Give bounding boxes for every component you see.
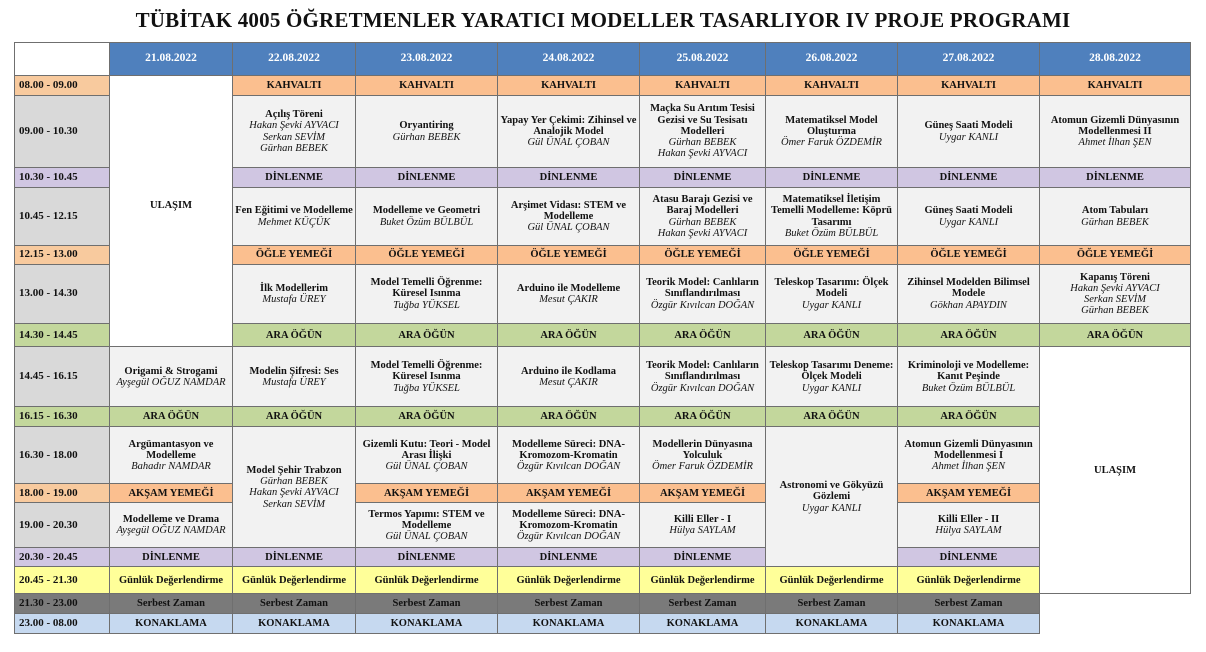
page-title: TÜBİTAK 4005 ÖĞRETMENLER YARATICI MODELLER TASARLIYOR IV PROJE PROGRAMI bbox=[135, 8, 1071, 32]
free-time-cell: Serbest Zaman bbox=[640, 594, 766, 614]
corner-cell bbox=[15, 43, 110, 76]
lodging-cell: KONAKLAMA bbox=[640, 614, 766, 634]
snack-cell: ARA ÖĞÜN bbox=[1040, 324, 1191, 347]
session-cell: Modelleme ve Geometri Buket Özüm BÜLBÜL bbox=[356, 188, 498, 246]
lodging-cell: KONAKLAMA bbox=[356, 614, 498, 634]
session-cell: Teorik Model: Canlıların Sınıflandırılması Özgür Kıvılcan DOĞAN bbox=[640, 265, 766, 324]
rest-cell: DİNLENME bbox=[356, 168, 498, 188]
breakfast-cell: KAHVALTI bbox=[233, 76, 356, 96]
session-cell: Gizemli Kutu: Teori - Model Arası İlişki Gül ÜNAL ÇOBAN bbox=[356, 427, 498, 484]
date-header: 21.08.2022 bbox=[110, 43, 233, 76]
daily-eval-cell: Günlük Değerlendirme bbox=[110, 567, 233, 594]
rest-cell: DİNLENME bbox=[640, 548, 766, 567]
rest-cell: DİNLENME bbox=[233, 548, 356, 567]
rest-cell: DİNLENME bbox=[766, 168, 898, 188]
snack-cell: ARA ÖĞÜN bbox=[766, 324, 898, 347]
snack-cell: ARA ÖĞÜN bbox=[898, 324, 1040, 347]
snack-cell: ARA ÖĞÜN bbox=[110, 407, 233, 427]
session-cell: Atomun Gizemli Dünyasının Modellenmesi II Ahmet İlhan ŞEN bbox=[1040, 96, 1191, 168]
snack-cell: ARA ÖĞÜN bbox=[498, 324, 640, 347]
session-cell: Zihinsel Modelden Bilimsel Modele Gökhan APAYDIN bbox=[898, 265, 1040, 324]
snack-cell: ARA ÖĞÜN bbox=[640, 407, 766, 427]
free-time-cell: Serbest Zaman bbox=[498, 594, 640, 614]
date-header: 28.08.2022 bbox=[1040, 43, 1191, 76]
rest-cell: DİNLENME bbox=[233, 168, 356, 188]
rest-cell: DİNLENME bbox=[356, 548, 498, 567]
transport-end-label: ULAŞIM bbox=[1093, 464, 1136, 476]
time-slot: 10.30 - 10.45 bbox=[15, 168, 110, 188]
daily-eval-cell: Günlük Değerlendirme bbox=[766, 567, 898, 594]
lunch-cell: ÖĞLE YEMEĞİ bbox=[640, 246, 766, 265]
session-cell: Termos Yapımı: STEM ve Modelleme Gül ÜNAL ÇOBAN bbox=[356, 503, 498, 548]
session-cell: Modelleme Süreci: DNA-Kromozom-Kromatin Özgür Kıvılcan DOĞAN bbox=[498, 427, 640, 484]
breakfast-cell: KAHVALTI bbox=[1040, 76, 1191, 96]
time-slot: 13.00 - 14.30 bbox=[15, 265, 110, 324]
session-cell: Kriminoloji ve Modelleme: Kanıt Peşinde Buket Özüm BÜLBÜL bbox=[898, 347, 1040, 407]
lodging-cell: KONAKLAMA bbox=[766, 614, 898, 634]
free-time-cell: Serbest Zaman bbox=[766, 594, 898, 614]
session-cell: Modelleme ve Drama Ayşegül OĞUZ NAMDAR bbox=[110, 503, 233, 548]
time-slot: 12.15 - 13.00 bbox=[15, 246, 110, 265]
time-slot: 10.45 - 12.15 bbox=[15, 188, 110, 246]
session-cell: Model Şehir Trabzon Gürhan BEBEK Hakan Şevki AYVACI Serkan SEVİM bbox=[233, 427, 356, 548]
session-cell: Modelin Şifresi: Ses Mustafa ÜREY bbox=[233, 347, 356, 407]
snack-cell: ARA ÖĞÜN bbox=[233, 324, 356, 347]
daily-eval-cell: Günlük Değerlendirme bbox=[498, 567, 640, 594]
rest-cell: DİNLENME bbox=[1040, 168, 1191, 188]
lunch-cell: ÖĞLE YEMEĞİ bbox=[1040, 246, 1191, 265]
session-cell: Teleskop Tasarımı: Ölçek Modeli Uygar KANLI bbox=[766, 265, 898, 324]
free-time-cell: Serbest Zaman bbox=[898, 594, 1040, 614]
daily-eval-cell: Günlük Değerlendirme bbox=[640, 567, 766, 594]
snack-cell: ARA ÖĞÜN bbox=[233, 407, 356, 427]
session-cell: Kapanış Töreni Hakan Şevki AYVACI Serkan SEVİM Gürhan BEBEK bbox=[1040, 265, 1191, 324]
breakfast-cell: KAHVALTI bbox=[766, 76, 898, 96]
session-cell: Güneş Saati Modeli Uygar KANLI bbox=[898, 96, 1040, 168]
time-slot: 09.00 - 10.30 bbox=[15, 96, 110, 168]
snack-cell: ARA ÖĞÜN bbox=[356, 324, 498, 347]
transport-label: ULAŞIM bbox=[149, 199, 192, 211]
time-slot: 21.30 - 23.00 bbox=[15, 594, 110, 614]
breakfast-cell: KAHVALTI bbox=[640, 76, 766, 96]
lodging-cell: KONAKLAMA bbox=[898, 614, 1040, 634]
transport-cell bbox=[110, 76, 233, 347]
breakfast-cell: KAHVALTI bbox=[498, 76, 640, 96]
session-cell: İlk Modellerim Mustafa ÜREY bbox=[233, 265, 356, 324]
session-cell: Arduino ile Kodlama Mesut ÇAKIR bbox=[498, 347, 640, 407]
snack-cell: ARA ÖĞÜN bbox=[498, 407, 640, 427]
lunch-cell: ÖĞLE YEMEĞİ bbox=[356, 246, 498, 265]
breakfast-cell: KAHVALTI bbox=[356, 76, 498, 96]
rest-cell: DİNLENME bbox=[498, 168, 640, 188]
session-cell: Modellerin Dünyasına Yolculuk Ömer Faruk ÖZDEMİR bbox=[640, 427, 766, 484]
session-cell: Yapay Yer Çekimi: Zihinsel ve Analojik Model Gül ÜNAL ÇOBAN bbox=[498, 96, 640, 168]
session-cell: Matematiksel Model Oluşturma Ömer Faruk ÖZDEMİR bbox=[766, 96, 898, 168]
date-header: 24.08.2022 bbox=[498, 43, 640, 76]
lunch-cell: ÖĞLE YEMEĞİ bbox=[498, 246, 640, 265]
dinner-cell: AKŞAM YEMEĞİ bbox=[640, 484, 766, 503]
session-cell: Model Temelli Öğrenme: Küresel Isınma Tuğba YÜKSEL bbox=[356, 347, 498, 407]
session-cell: Atomun Gizemli Dünyasının Modellenmesi I Ahmet İlhan ŞEN bbox=[898, 427, 1040, 484]
snack-cell: ARA ÖĞÜN bbox=[356, 407, 498, 427]
time-slot: 18.00 - 19.00 bbox=[15, 484, 110, 503]
lodging-cell: KONAKLAMA bbox=[498, 614, 640, 634]
free-time-cell: Serbest Zaman bbox=[356, 594, 498, 614]
time-slot: 16.15 - 16.30 bbox=[15, 407, 110, 427]
time-slot: 19.00 - 20.30 bbox=[15, 503, 110, 548]
time-slot: 14.45 - 16.15 bbox=[15, 347, 110, 407]
session-cell: Fen Eğitimi ve Modelleme Mehmet KÜÇÜK bbox=[233, 188, 356, 246]
rest-cell: DİNLENME bbox=[898, 548, 1040, 567]
session-cell: Arşimet Vidası: STEM ve Modelleme Gül ÜNAL ÇOBAN bbox=[498, 188, 640, 246]
session-cell: Killi Eller - II Hülya SAYLAM bbox=[898, 503, 1040, 548]
daily-eval-cell: Günlük Değerlendirme bbox=[356, 567, 498, 594]
dinner-cell: AKŞAM YEMEĞİ bbox=[110, 484, 233, 503]
daily-eval-cell: Günlük Değerlendirme bbox=[898, 567, 1040, 594]
session-cell: Modelleme Süreci: DNA-Kromozom-Kromatin Özgür Kıvılcan DOĞAN bbox=[498, 503, 640, 548]
time-slot: 20.45 - 21.30 bbox=[15, 567, 110, 594]
session-cell: Oryantiring Gürhan BEBEK bbox=[356, 96, 498, 168]
date-header: 27.08.2022 bbox=[898, 43, 1040, 76]
date-header: 26.08.2022 bbox=[766, 43, 898, 76]
session-cell: Arduino ile Modelleme Mesut ÇAKIR bbox=[498, 265, 640, 324]
lunch-cell: ÖĞLE YEMEĞİ bbox=[898, 246, 1040, 265]
date-header: 23.08.2022 bbox=[356, 43, 498, 76]
time-slot: 23.00 - 08.00 bbox=[15, 614, 110, 634]
time-slot: 20.30 - 20.45 bbox=[15, 548, 110, 567]
free-time-cell: Serbest Zaman bbox=[110, 594, 233, 614]
dinner-cell: AKŞAM YEMEĞİ bbox=[498, 484, 640, 503]
session-cell: Atom Tabuları Gürhan BEBEK bbox=[1040, 188, 1191, 246]
rest-cell: DİNLENME bbox=[110, 548, 233, 567]
rest-cell: DİNLENME bbox=[640, 168, 766, 188]
snack-cell: ARA ÖĞÜN bbox=[898, 407, 1040, 427]
snack-cell: ARA ÖĞÜN bbox=[766, 407, 898, 427]
lodging-cell: KONAKLAMA bbox=[233, 614, 356, 634]
date-header: 22.08.2022 bbox=[233, 43, 356, 76]
session-cell: Matematiksel İletişim Temelli Modelleme: Köprü Tasarımı Buket Özüm BÜLBÜL bbox=[766, 188, 898, 246]
session-cell: Astronomi ve Gökyüzü Gözlemi Uygar KANLI bbox=[766, 427, 898, 567]
lunch-cell: ÖĞLE YEMEĞİ bbox=[233, 246, 356, 265]
rest-cell: DİNLENME bbox=[898, 168, 1040, 188]
session-cell: Maçka Su Arıtım Tesisi Gezisi ve Su Tesisatı Modelleri Gürhan BEBEK Hakan Şevki AYVACI bbox=[640, 96, 766, 168]
time-slot: 14.30 - 14.45 bbox=[15, 324, 110, 347]
session-cell: Model Temelli Öğrenme: Küresel Isınma Tuğba YÜKSEL bbox=[356, 265, 498, 324]
breakfast-cell: KAHVALTI bbox=[898, 76, 1040, 96]
session-cell: Güneş Saati Modeli Uygar KANLI bbox=[898, 188, 1040, 246]
lunch-cell: ÖĞLE YEMEĞİ bbox=[766, 246, 898, 265]
rest-cell: DİNLENME bbox=[498, 548, 640, 567]
session-cell: Atasu Barajı Gezisi ve Baraj Modelleri Gürhan BEBEK Hakan Şevki AYVACI bbox=[640, 188, 766, 246]
session-cell: Açılış Töreni Hakan Şevki AYVACI Serkan SEVİM Gürhan BEBEK bbox=[233, 96, 356, 168]
date-header: 25.08.2022 bbox=[640, 43, 766, 76]
dinner-cell: AKŞAM YEMEĞİ bbox=[356, 484, 498, 503]
session-cell: Argümantasyon ve Modelleme Bahadır NAMDAR bbox=[110, 427, 233, 484]
session-cell: Killi Eller - I Hülya SAYLAM bbox=[640, 503, 766, 548]
session-cell: Teorik Model: Canlıların Sınıflandırılması Özgür Kıvılcan DOĞAN bbox=[640, 347, 766, 407]
time-slot: 08.00 - 09.00 bbox=[15, 76, 110, 96]
dinner-cell: AKŞAM YEMEĞİ bbox=[898, 484, 1040, 503]
time-slot: 16.30 - 18.00 bbox=[15, 427, 110, 484]
lodging-cell: KONAKLAMA bbox=[110, 614, 233, 634]
session-cell: Origami & Strogami Ayşegül OĞUZ NAMDAR bbox=[110, 347, 233, 407]
schedule-table bbox=[14, 42, 1191, 634]
snack-cell: ARA ÖĞÜN bbox=[640, 324, 766, 347]
daily-eval-cell: Günlük Değerlendirme bbox=[233, 567, 356, 594]
free-time-cell: Serbest Zaman bbox=[233, 594, 356, 614]
transport-end-cell bbox=[1040, 347, 1191, 594]
session-cell: Teleskop Tasarımı Deneme: Ölçek Modeli Uygar KANLI bbox=[766, 347, 898, 407]
